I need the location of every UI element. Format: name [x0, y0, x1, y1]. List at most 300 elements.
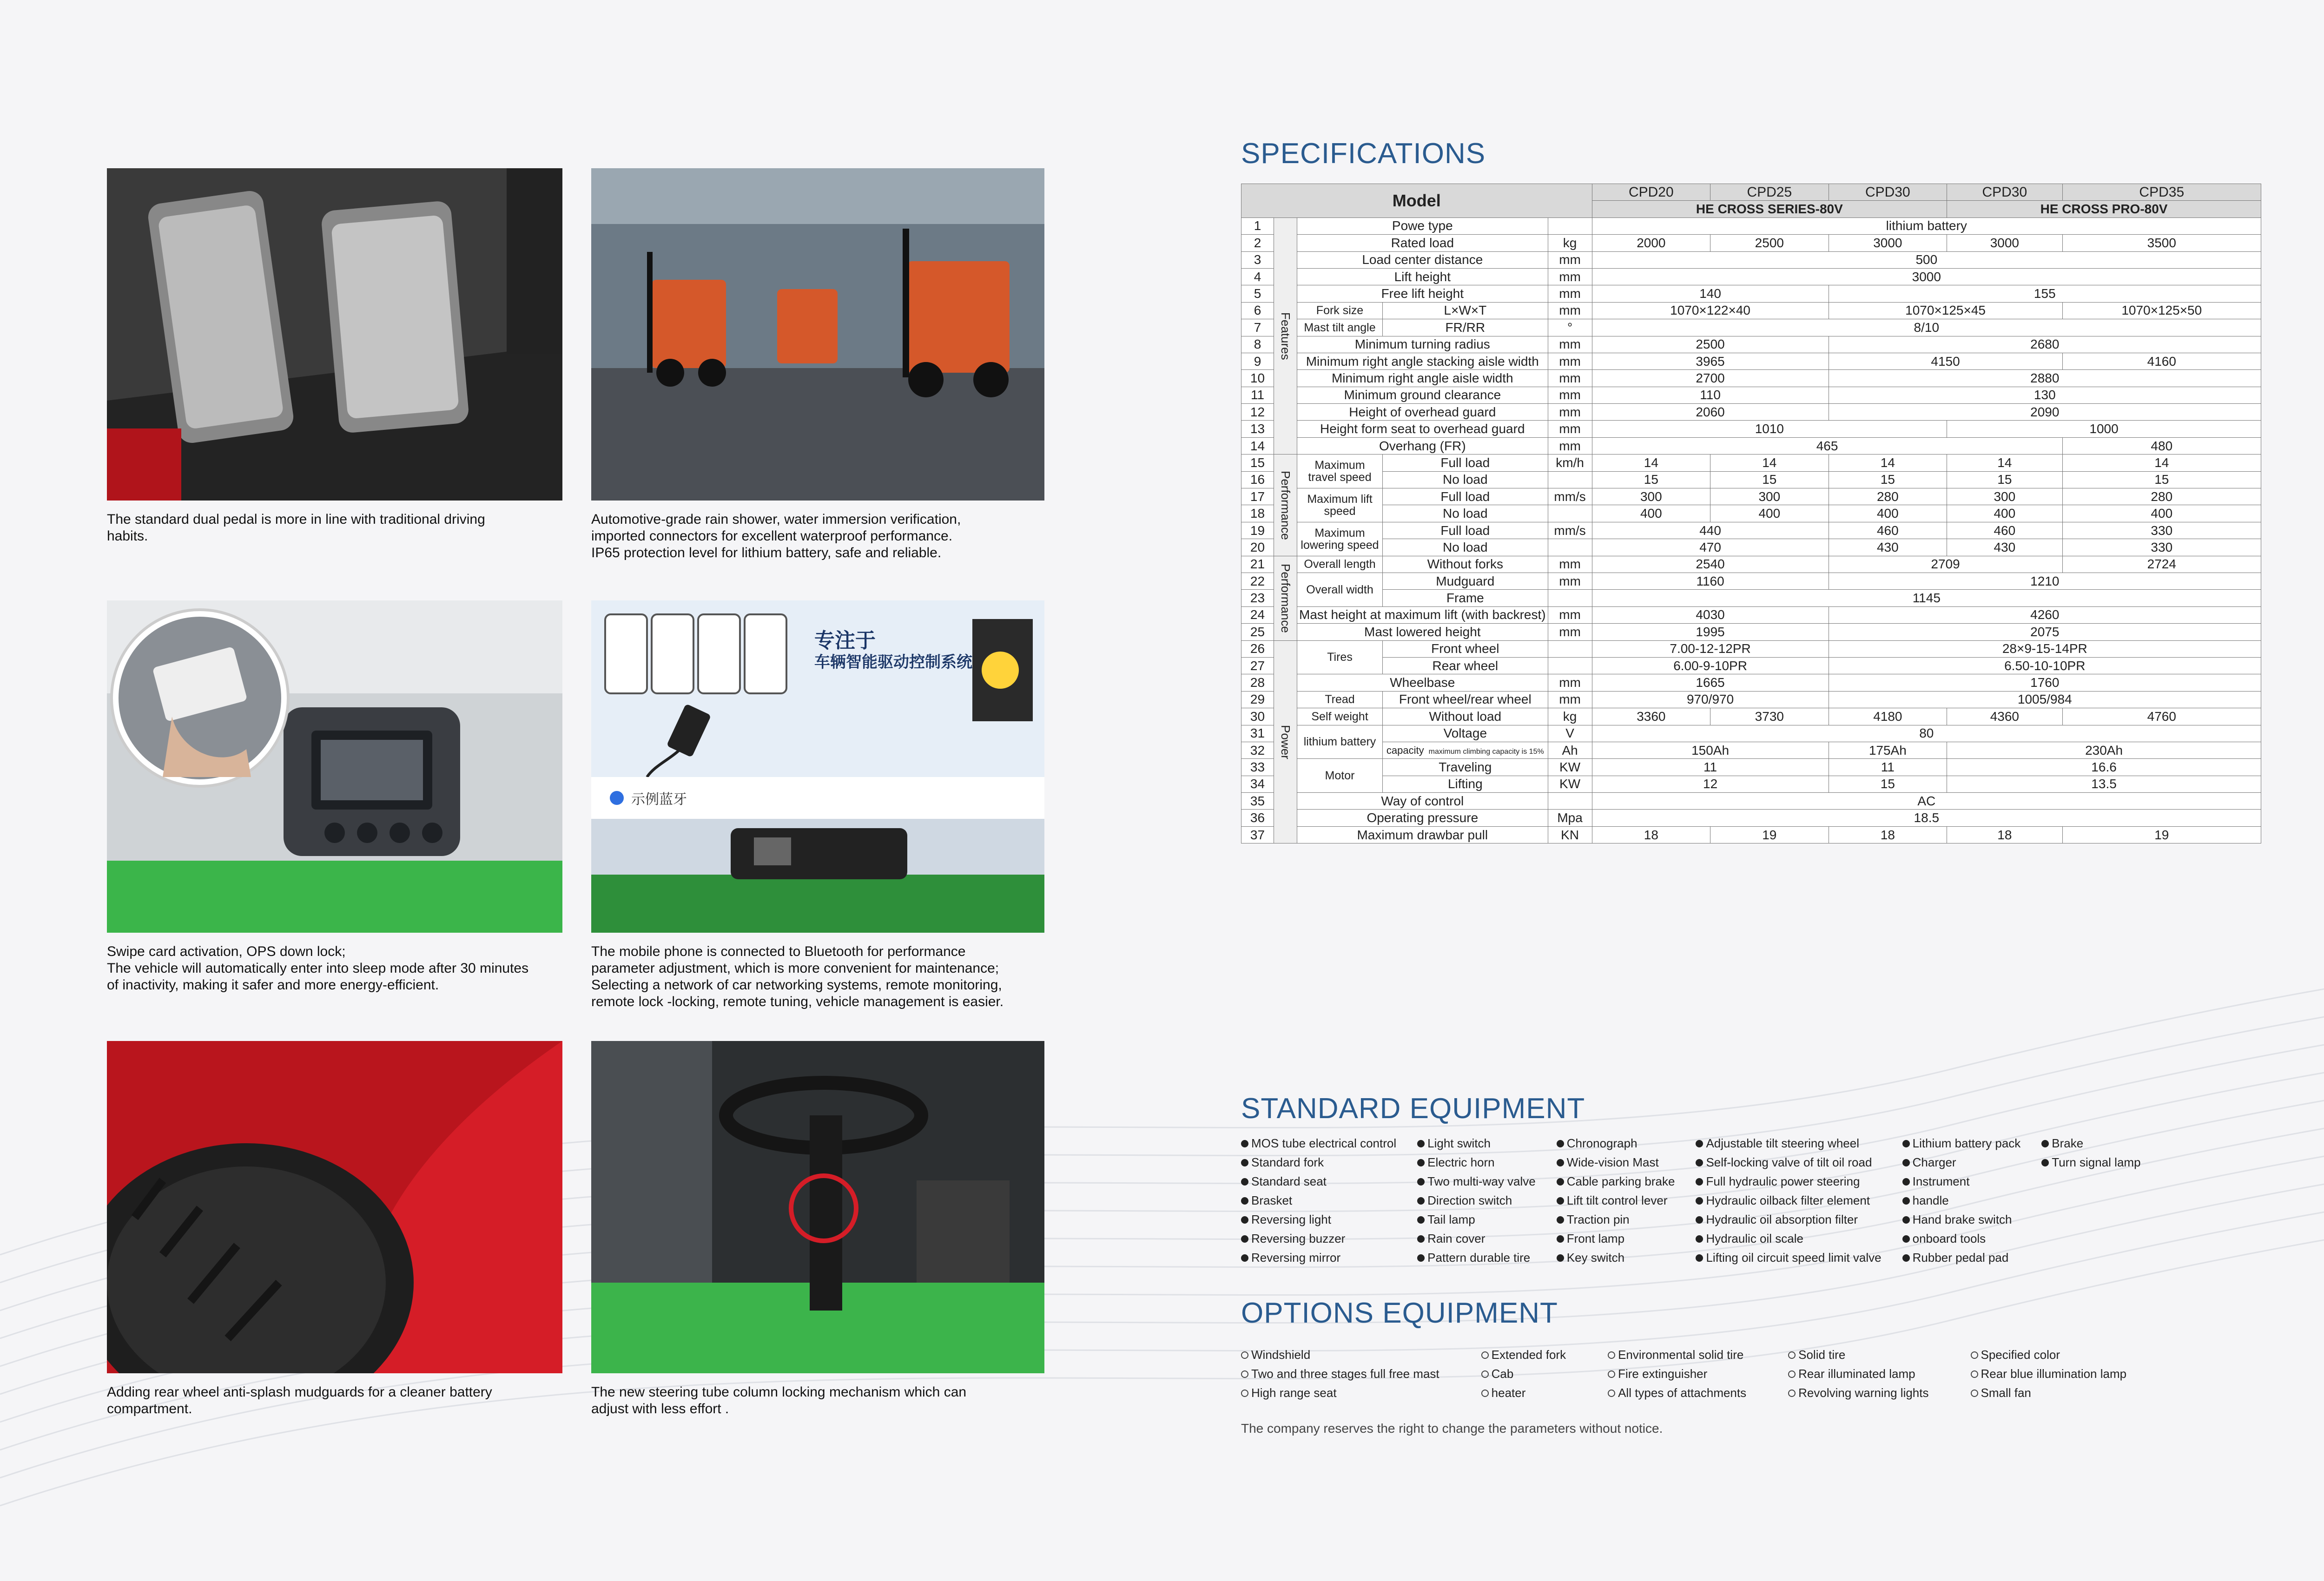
- bullet-icon: [1241, 1140, 1248, 1147]
- table-row: [1241, 810, 2261, 826]
- spec-title: SPECIFICATIONS: [1241, 138, 1486, 170]
- value-cell: 1145: [1592, 590, 2261, 606]
- equipment-item: [1696, 1248, 1881, 1267]
- bullet-icon: [1417, 1216, 1425, 1224]
- equipment-item: [1417, 1248, 1536, 1267]
- value-cell: 430: [1947, 539, 2062, 556]
- row-number: 36: [1241, 810, 1274, 826]
- equipment-item-label: Rubber pedal pad: [1912, 1251, 2009, 1265]
- row-sublabel-text: capacity: [1386, 744, 1424, 756]
- bluetooth-icon: [610, 791, 624, 805]
- bullet-icon: [1557, 1140, 1564, 1147]
- value-cell: 1070×122×40: [1592, 302, 1829, 319]
- value-cell: 280: [1829, 488, 1947, 505]
- caption-phone-app: [591, 943, 1004, 1010]
- row-unit: [1548, 471, 1592, 488]
- row-label: Height of overhead guard: [1297, 404, 1548, 421]
- row-number: 16: [1241, 471, 1274, 488]
- caption-line: parameter adjustment, which is more convenient for maintenance;: [591, 961, 999, 976]
- row-unit: [1548, 793, 1592, 810]
- value-cell: 4760: [2062, 708, 2261, 725]
- value-cell: 19: [2062, 826, 2261, 843]
- equipment-item-label: Light switch: [1427, 1136, 1491, 1150]
- value-cell: 28×9-15-14PR: [1829, 640, 2261, 657]
- row-number: 22: [1241, 573, 1274, 589]
- value-cell: 400: [1947, 505, 2062, 522]
- caption-line: Selecting a network of car networking systems, remote monitoring,: [591, 977, 1002, 993]
- row-label: Operating pressure: [1297, 810, 1548, 826]
- row-number: 35: [1241, 793, 1274, 810]
- equipment-item-label: Windshield: [1251, 1348, 1311, 1362]
- equipment-item: [1557, 1153, 1675, 1172]
- equipment-item: [1696, 1191, 1881, 1210]
- bullet-icon: [1608, 1370, 1615, 1378]
- row-label: Overall length: [1297, 556, 1383, 573]
- row-sublabel: No load: [1383, 471, 1548, 488]
- table-row: [1241, 742, 2261, 758]
- bullet-icon: [1557, 1235, 1564, 1243]
- row-sublabel: Lifting: [1383, 776, 1548, 792]
- row-label: Mast tilt angle: [1297, 319, 1383, 336]
- equipment-item: [1971, 1345, 2127, 1364]
- row-number: 13: [1241, 421, 1274, 437]
- bullet-icon: [1241, 1254, 1248, 1262]
- row-unit: [1548, 505, 1592, 522]
- value-cell: 2090: [1829, 404, 2261, 421]
- bullet-icon: [1417, 1197, 1425, 1205]
- value-cell: 2500: [1592, 336, 1829, 353]
- spec-header-row: [1241, 184, 2261, 201]
- caption-line: The new steering tube column locking mechanism which can: [591, 1384, 967, 1400]
- equipment-item: [1417, 1172, 1536, 1191]
- opt-equipment-title: OPTIONS EQUIPMENT: [1241, 1297, 1558, 1329]
- table-row: [1241, 691, 2261, 708]
- value-cell: 2880: [1829, 370, 2261, 387]
- equipment-item-label: Instrument: [1912, 1174, 1970, 1188]
- value-cell: 15: [1710, 471, 1829, 488]
- table-row: [1241, 590, 2261, 606]
- bullet-icon: [1696, 1216, 1703, 1224]
- equipment-item-label: Lifting oil circuit speed limit valve: [1706, 1251, 1882, 1265]
- value-cell: 3360: [1592, 708, 1710, 725]
- caption-line: remote lock -locking, remote tuning, vehicle management is easier.: [591, 994, 1004, 1009]
- equipment-item: [1902, 1229, 2021, 1248]
- equipment-item: [1241, 1210, 1396, 1229]
- equipment-item: [1608, 1383, 1746, 1403]
- row-label: Minimum right angle aisle width: [1297, 370, 1548, 387]
- equipment-item: [2041, 1153, 2140, 1172]
- value-cell: 2075: [1829, 624, 2261, 640]
- value-cell: lithium battery: [1592, 217, 2261, 234]
- row-unit: mm: [1548, 251, 1592, 268]
- value-cell: 1160: [1592, 573, 1829, 589]
- row-number: 31: [1241, 725, 1274, 742]
- app-row-label: 示例蓝牙: [631, 792, 687, 807]
- row-sublabel: No load: [1383, 505, 1548, 522]
- value-cell: 7.00-12-12PR: [1592, 640, 1829, 657]
- row-number: 34: [1241, 776, 1274, 792]
- equipment-item: [1902, 1153, 2021, 1172]
- group-label: Performance: [1274, 556, 1297, 640]
- value-cell: 3000: [1829, 235, 1947, 251]
- value-cell: 465: [1592, 437, 2062, 454]
- group-label: Features: [1274, 217, 1297, 454]
- forklift-icon: [591, 819, 1044, 933]
- group-label: Power: [1274, 640, 1297, 843]
- value-cell: 1005/984: [1829, 691, 2261, 708]
- value-cell: 4260: [1829, 606, 2261, 623]
- equipment-item-label: Self-locking valve of tilt oil road: [1706, 1155, 1872, 1169]
- equipment-item: [1788, 1345, 1928, 1364]
- table-row: [1241, 488, 2261, 505]
- value-cell: 2500: [1710, 235, 1829, 251]
- equipment-item: [2041, 1134, 2140, 1153]
- equipment-item: [1696, 1210, 1881, 1229]
- value-cell: 15: [1829, 776, 1947, 792]
- equipment-item-label: Tail lamp: [1427, 1212, 1475, 1226]
- equipment-item: [1241, 1364, 1439, 1383]
- equipment-item: [1608, 1364, 1746, 1383]
- bullet-icon: [1417, 1159, 1425, 1166]
- row-number: 28: [1241, 674, 1274, 691]
- value-cell: 460: [1947, 522, 2062, 539]
- row-number: 14: [1241, 437, 1274, 454]
- equipment-column: [1902, 1134, 2021, 1267]
- equipment-item-label: Rain cover: [1427, 1232, 1486, 1245]
- bullet-icon: [1902, 1140, 1910, 1147]
- bullet-icon: [1788, 1370, 1796, 1378]
- bullet-icon: [1696, 1140, 1703, 1147]
- table-row: [1241, 471, 2261, 488]
- equipment-item-label: Reversing light: [1251, 1212, 1331, 1226]
- row-unit: mm: [1548, 336, 1592, 353]
- value-cell: 460: [1829, 522, 1947, 539]
- equipment-item-label: Rear blue illumination lamp: [1981, 1367, 2127, 1381]
- row-unit: mm: [1548, 404, 1592, 421]
- table-row: [1241, 319, 2261, 336]
- caption-line: Swipe card activation, OPS down lock;: [107, 944, 346, 959]
- table-row: [1241, 522, 2261, 539]
- equipment-item: [1902, 1134, 2021, 1153]
- equipment-item: [1696, 1153, 1881, 1172]
- value-cell: 4030: [1592, 606, 1829, 623]
- row-sublabel: FR/RR: [1383, 319, 1548, 336]
- equipment-item-label: Full hydraulic power steering: [1706, 1174, 1860, 1188]
- row-number: 11: [1241, 387, 1274, 403]
- equipment-column: [1557, 1134, 1675, 1267]
- value-cell: 2709: [1829, 556, 2062, 573]
- disclaimer-note: The company reserves the right to change the parameters without notice.: [1241, 1421, 1663, 1436]
- row-unit: Mpa: [1548, 810, 1592, 826]
- equipment-item: [1902, 1191, 2021, 1210]
- row-label: Tires: [1297, 640, 1383, 674]
- value-cell: 970/970: [1592, 691, 1829, 708]
- series-name: HE CROSS SERIES-80V: [1592, 201, 1947, 217]
- equipment-item-label: Hydraulic oil scale: [1706, 1232, 1803, 1245]
- value-cell: 11: [1829, 759, 1947, 776]
- equipment-item: [1788, 1364, 1928, 1383]
- pedal-icon: [107, 168, 562, 501]
- row-number: 37: [1241, 826, 1274, 843]
- value-cell: 19: [1710, 826, 1829, 843]
- equipment-item-label: Hydraulic oilback filter element: [1706, 1193, 1870, 1207]
- equipment-item-label: Lithium battery pack: [1912, 1136, 2021, 1150]
- equipment-item: [1241, 1345, 1439, 1364]
- equipment-item-label: Wide-vision Mast: [1566, 1155, 1659, 1169]
- equipment-item-label: Adjustable tilt steering wheel: [1706, 1136, 1859, 1150]
- value-cell: 1760: [1829, 674, 2261, 691]
- table-row: [1241, 606, 2261, 623]
- equipment-item: [1902, 1172, 2021, 1191]
- bullet-icon: [1481, 1390, 1489, 1397]
- caption-line: adjust with less effort .: [591, 1401, 729, 1416]
- caption-steering: [591, 1384, 966, 1417]
- model-name: CPD25: [1710, 184, 1829, 201]
- model-name: CPD30: [1829, 184, 1947, 201]
- equipment-item-label: Fire extinguisher: [1618, 1367, 1708, 1381]
- equipment-item-label: Turn signal lamp: [2052, 1155, 2141, 1169]
- bullet-icon: [1971, 1390, 1978, 1397]
- value-cell: 14: [1829, 455, 1947, 471]
- row-number: 23: [1241, 590, 1274, 606]
- row-sublabel: Full load: [1383, 522, 1548, 539]
- value-cell: 330: [2062, 539, 2261, 556]
- row-sublabel: Full load: [1383, 488, 1548, 505]
- row-label: Maximum drawbar pull: [1297, 826, 1548, 843]
- row-sublabel: Traveling: [1383, 759, 1548, 776]
- bullet-icon: [1417, 1254, 1425, 1262]
- row-number: 26: [1241, 640, 1274, 657]
- row-unit: [1548, 590, 1592, 606]
- bullet-icon: [1417, 1140, 1425, 1147]
- equipment-item: [1557, 1172, 1675, 1191]
- bullet-icon: [1241, 1197, 1248, 1205]
- equipment-item: [1902, 1210, 2021, 1229]
- photo-steering: [591, 1041, 1044, 1373]
- caption-line: compartment.: [107, 1401, 192, 1416]
- photo-pedals: [107, 168, 562, 501]
- row-label: Overall width: [1297, 573, 1383, 606]
- equipment-column: [1971, 1345, 2127, 1403]
- value-cell: 18.5: [1592, 810, 2261, 826]
- value-cell: 300: [1947, 488, 2062, 505]
- equipment-item-label: Extended fork: [1491, 1348, 1566, 1362]
- equipment-item: [1696, 1172, 1881, 1191]
- value-cell: 2724: [2062, 556, 2261, 573]
- table-row: [1241, 556, 2261, 573]
- value-cell: 4160: [2062, 353, 2261, 369]
- row-label: Mast height at maximum lift (with backrest): [1297, 606, 1548, 623]
- equipment-item: [1557, 1134, 1675, 1153]
- value-cell: 6.50-10-10PR: [1829, 657, 2261, 674]
- value-cell: 470: [1592, 539, 1829, 556]
- bullet-icon: [1481, 1351, 1489, 1359]
- std-equipment-list: [1241, 1134, 2141, 1267]
- bullet-icon: [1241, 1351, 1248, 1359]
- row-label: Powe type: [1297, 217, 1548, 234]
- equipment-item-label: Key switch: [1566, 1251, 1625, 1265]
- row-unit: mm/s: [1548, 488, 1592, 505]
- row-sublabel: Mudguard: [1383, 573, 1548, 589]
- value-cell: 1010: [1592, 421, 1947, 437]
- row-label: Rated load: [1297, 235, 1548, 251]
- value-cell: 1070×125×45: [1829, 302, 2062, 319]
- dashboard-icon: [107, 600, 562, 933]
- caption-line: of inactivity, making it safer and more energy-efficient.: [107, 977, 439, 993]
- value-cell: 175Ah: [1829, 742, 1947, 758]
- model-name: CPD20: [1592, 184, 1710, 201]
- row-label: Lift height: [1297, 268, 1548, 285]
- value-cell: 6.00-9-10PR: [1592, 657, 1829, 674]
- row-label: Overhang (FR): [1297, 437, 1548, 454]
- equipment-item: [1417, 1210, 1536, 1229]
- bullet-icon: [1557, 1197, 1564, 1205]
- value-cell: 4150: [1829, 353, 2062, 369]
- row-sublabel: L×W×T: [1383, 302, 1548, 319]
- row-number: 19: [1241, 522, 1274, 539]
- equipment-item: [1557, 1191, 1675, 1210]
- row-unit: KW: [1548, 759, 1592, 776]
- row-unit: [1548, 539, 1592, 556]
- equipment-item-label: Revolving warning lights: [1798, 1386, 1929, 1400]
- table-row: [1241, 826, 2261, 843]
- app-title: 专注于: [814, 629, 876, 652]
- bullet-icon: [1788, 1390, 1796, 1397]
- value-cell: 3000: [1592, 268, 2261, 285]
- caption-line: The vehicle will automatically enter into sleep mode after 30 minutes: [107, 961, 529, 976]
- value-cell: 1070×125×50: [2062, 302, 2261, 319]
- value-cell: 1000: [1947, 421, 2261, 437]
- row-sublabel: Without load: [1383, 708, 1548, 725]
- bullet-icon: [1788, 1351, 1796, 1359]
- equipment-item: [1788, 1383, 1928, 1403]
- row-unit: [1548, 217, 1592, 234]
- equipment-item: [1971, 1364, 2127, 1383]
- value-cell: 8/10: [1592, 319, 2261, 336]
- equipment-column: [1696, 1134, 1881, 1267]
- table-row: [1241, 302, 2261, 319]
- value-cell: 150Ah: [1592, 742, 1829, 758]
- value-cell: 1665: [1592, 674, 1829, 691]
- row-label: lithium battery: [1297, 725, 1383, 759]
- table-row: [1241, 268, 2261, 285]
- table-row: [1241, 759, 2261, 776]
- row-unit: kg: [1548, 235, 1592, 251]
- row-sublabel: Front wheel/rear wheel: [1383, 691, 1548, 708]
- equipment-item-label: Hand brake switch: [1912, 1212, 2012, 1226]
- row-unit: mm/s: [1548, 522, 1592, 539]
- table-row: [1241, 640, 2261, 657]
- table-row: [1241, 708, 2261, 725]
- equipment-item-label: Specified color: [1981, 1348, 2060, 1362]
- bullet-icon: [1696, 1159, 1703, 1166]
- row-number: 12: [1241, 404, 1274, 421]
- row-unit: °: [1548, 319, 1592, 336]
- value-cell: 13.5: [1947, 776, 2261, 792]
- equipment-item-label: heater: [1491, 1386, 1526, 1400]
- equipment-item-label: Brasket: [1251, 1193, 1293, 1207]
- row-label: Minimum ground clearance: [1297, 387, 1548, 403]
- value-cell: 3500: [2062, 235, 2261, 251]
- row-unit: mm: [1548, 606, 1592, 623]
- row-unit: mm: [1548, 387, 1592, 403]
- bullet-icon: [1241, 1390, 1248, 1397]
- value-cell: 15: [1592, 471, 1710, 488]
- row-unit: mm: [1548, 573, 1592, 589]
- value-cell: 280: [2062, 488, 2261, 505]
- row-number: 5: [1241, 285, 1274, 302]
- row-label: Fork size: [1297, 302, 1383, 319]
- caption-rain-test: [591, 511, 961, 561]
- equipment-item: [1417, 1191, 1536, 1210]
- mudguard-icon: [107, 1041, 562, 1373]
- equipment-item: [1241, 1191, 1396, 1210]
- row-number: 17: [1241, 488, 1274, 505]
- row-label: Height form seat to overhead guard: [1297, 421, 1548, 437]
- value-cell: 3730: [1710, 708, 1829, 725]
- row-unit: mm: [1548, 268, 1592, 285]
- table-row: [1241, 437, 2261, 454]
- value-cell: 18: [1829, 826, 1947, 843]
- equipment-item-label: handle: [1912, 1193, 1949, 1207]
- row-sublabel-note: maximum climbing capacity is 15%: [1428, 747, 1544, 756]
- equipment-item-label: All types of attachments: [1618, 1386, 1747, 1400]
- equipment-item-label: High range seat: [1251, 1386, 1337, 1400]
- equipment-item-label: Lift tilt control lever: [1566, 1193, 1668, 1207]
- equipment-item-label: Front lamp: [1566, 1232, 1625, 1245]
- equipment-item-label: Rear illuminated lamp: [1798, 1367, 1915, 1381]
- equipment-item: [1241, 1153, 1396, 1172]
- caption-pedals: [107, 511, 485, 545]
- bullet-icon: [1241, 1159, 1248, 1166]
- caption-line: The mobile phone is connected to Bluetooth for performance: [591, 944, 966, 959]
- equipment-column: [1241, 1345, 1439, 1403]
- value-cell: 400: [1829, 505, 1947, 522]
- value-cell: 330: [2062, 522, 2261, 539]
- equipment-item-label: Reversing mirror: [1251, 1251, 1341, 1265]
- bullet-icon: [1902, 1254, 1910, 1262]
- equipment-item-label: Hydraulic oil absorption filter: [1706, 1212, 1858, 1226]
- table-row: [1241, 674, 2261, 691]
- row-sublabel: Rear wheel: [1383, 657, 1548, 674]
- bullet-icon: [1696, 1197, 1703, 1205]
- bullet-icon: [1696, 1254, 1703, 1262]
- row-unit: mm: [1548, 624, 1592, 640]
- bullet-icon: [1417, 1178, 1425, 1186]
- equipment-item-label: Chronograph: [1566, 1136, 1637, 1150]
- bullet-icon: [1902, 1216, 1910, 1224]
- equipment-item: [1696, 1134, 1881, 1153]
- value-cell: 80: [1592, 725, 2261, 742]
- equipment-item-label: Solid tire: [1798, 1348, 1846, 1362]
- value-cell: 2060: [1592, 404, 1829, 421]
- row-sublabel: [1383, 742, 1548, 758]
- equipment-column: [1788, 1345, 1928, 1403]
- table-row: [1241, 217, 2261, 234]
- row-number: 2: [1241, 235, 1274, 251]
- bullet-icon: [1481, 1370, 1489, 1378]
- photo-rain-test: [591, 168, 1044, 501]
- model-name: CPD30: [1947, 184, 2062, 201]
- row-number: 30: [1241, 708, 1274, 725]
- equipment-item-label: Charger: [1912, 1155, 1956, 1169]
- table-row: [1241, 624, 2261, 640]
- value-cell: 300: [1592, 488, 1710, 505]
- bullet-icon: [1902, 1197, 1910, 1205]
- row-unit: mm: [1548, 437, 1592, 454]
- opt-equipment-list: [1241, 1345, 2126, 1403]
- equipment-item-label: Brake: [2052, 1136, 2084, 1150]
